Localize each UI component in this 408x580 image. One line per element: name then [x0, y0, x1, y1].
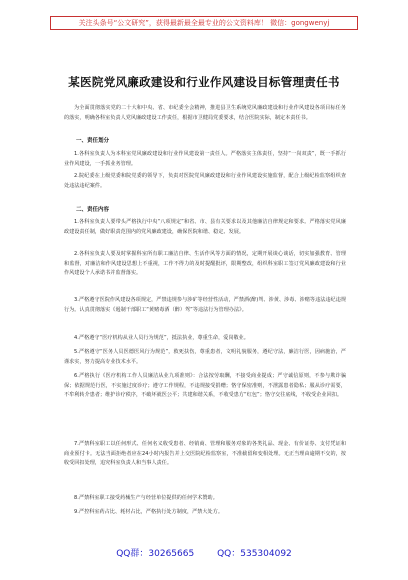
promo-banner: 关注头条号“公文研究”，获得最新最全最专业的公文资料库！ 微信：gongwenyj	[50, 16, 358, 30]
section-heading-1: 一、责任划分	[76, 138, 110, 144]
document-title: 某医院党风廉政建设和行业作风建设目标管理责任书	[68, 75, 340, 89]
paragraph-2-1: 1.各科室负责人要带头严格执行中央“八项规定”和省、市、县有关要求以及其他廉洁自律规定和要求。严格落实党风廉政建设责任制，做好职责范围内的党风廉政建设，确保医院和谐、稳定、发展。	[64, 219, 346, 235]
qq-contact-label: QQ：535304092	[217, 549, 292, 559]
paragraph-2-8: 8.严禁科室职工接受药械生产与经营单位提供的任何学术赞助。	[74, 495, 218, 501]
intro-paragraph: 为全面贯彻落实党的二十大和中央、省、市纪委全会精神，推进县卫生系统党风廉政建设和行业作风建设各项目标任务的落实，明确各科室负责人党风廉政建设工作责任，根据市卫健局党委要求，结合医院实际，制定本责任书。	[64, 105, 346, 121]
paragraph-2-9: 9.严控科室药占比、耗材占比，严格执行处方制度，严禁大处方。	[74, 509, 223, 515]
qq-group-label: QQ群：30265665	[116, 549, 195, 559]
paragraph-2-6: 6.严格执行《医疗机构工作人员廉洁从业九项准则》：合法按劳取酬，不接受商业提成；严守诚信原则，不参与欺诈骗保；依据规范行医，不实施过度诊疗；遵守工作规程，不违规接受捐赠；恪守保密准则，不泄露患者隐私；服从诊疗需要，不牟利转介患者；维护诊疗秩序，不破坏就医公平；共建和谐关系，不收受患方“红包”；恪守交往底线，不收受企业回扣。	[64, 373, 346, 399]
paragraph-1-2: 2.院纪委在上级党委和院党委的领导下，负责对医院党风廉政建设和行业作风建设实施监督，配合上级纪检监察组织查处违法违纪案件。	[64, 173, 346, 189]
paragraph-2-7: 7.严禁科室职工以任何形式、任何名义收受患者、经销商、管理和服务对象的各类礼品、现金、有价证券、支付凭证和商业预付卡。无法当面拒绝者应在24小时内报告并上交医院纪检监察室，不准截留和变相处理。无正当理由逾期不交的，按收受回扣处理，追究科室负责人和当事人责任。	[64, 441, 346, 467]
paragraph-2-4: 4.严格遵守“医疗机构从业人员行为规范”，抵法执业，尊重生命，爱岗敬业。	[74, 335, 249, 341]
section-heading-2: 二、责任内容	[76, 207, 110, 213]
paragraph-2-2: 2.各科室负责人要及时掌握科室所有职工廉洁自律、生活作风等方面的情况，定期开展谈心谈话，切实加强教育、管理和监督，对廉洁和作风建设思想上不重视，工作不得力的及时提醒批评，限期整改，组织科室职工签订党风廉政建设和行业作风建设个人承诺书并监督落实。	[64, 251, 346, 277]
paragraph-2-5: 5.严格遵守“医务人员医德医风行为规范”，救死扶伤，尊重患者，文明礼貌服务，遵纪守法，廉洁行医，因病施治，严谨求实，努力提高专业技术水平。	[64, 349, 346, 365]
paragraph-2-3: 3.严格遵守医院作风建设各项规定，严禁违规参与涉矿等经营性活动，严禁酒(醉)驾、涉黄、涉毒、涉赌等违法违纪违规行为。认真贯彻落实《遏制干部职工“黄赌毒酒（醉）驾”等违法行为管理办法》。	[64, 297, 346, 313]
contact-footer	[0, 546, 408, 559]
paragraph-1-1: 1.各科室负责人为本科室党风廉政建设和行业作风建设第一责任人。严格落实主体责任，坚持“一岗双责”，既一手抓行业作风建设，一手抓业务管理。	[64, 151, 346, 167]
